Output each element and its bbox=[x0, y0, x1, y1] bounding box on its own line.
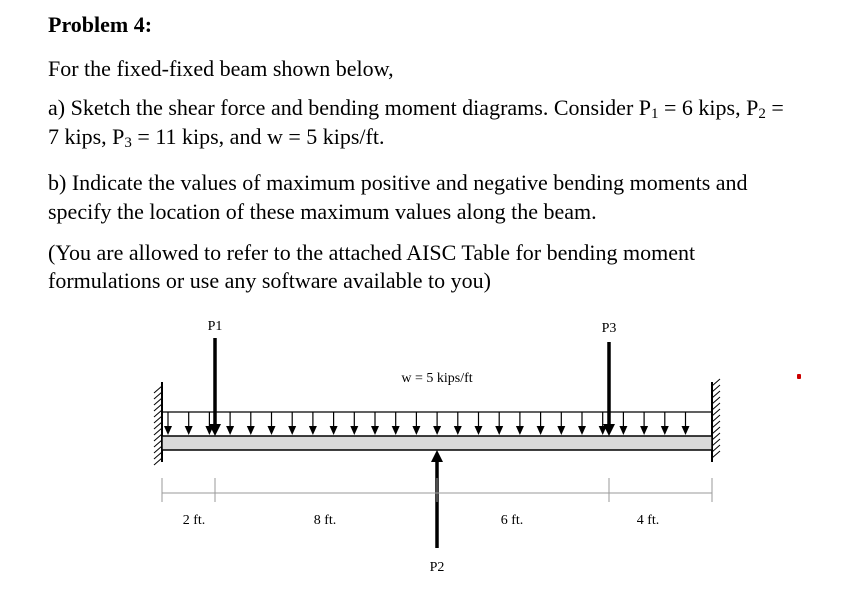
hatch-line bbox=[154, 416, 162, 423]
hatch-line bbox=[712, 439, 720, 446]
p3-label: P3 bbox=[601, 321, 617, 336]
hatch-line bbox=[154, 386, 162, 393]
problem-intro: For the fixed-fixed beam shown below, bbox=[48, 56, 394, 81]
hatch-line bbox=[712, 433, 720, 440]
load-arrow bbox=[578, 412, 586, 435]
right-fixed-support bbox=[712, 379, 720, 462]
hatch-line bbox=[154, 446, 162, 453]
p2-line2-text: 7 kips, P bbox=[48, 124, 125, 149]
dimension-label-4: 4 ft. bbox=[636, 513, 660, 528]
load-arrow bbox=[164, 412, 172, 435]
load-arrow bbox=[516, 412, 524, 435]
load-arrow bbox=[412, 412, 420, 435]
hatch-line bbox=[712, 409, 720, 416]
load-arrow bbox=[682, 412, 690, 435]
load-arrow bbox=[371, 412, 379, 435]
dimension-label-2: 8 ft. bbox=[313, 513, 337, 528]
hatch-line bbox=[154, 434, 162, 441]
dimension-line bbox=[162, 478, 712, 502]
hatch-line bbox=[712, 427, 720, 434]
p3-subscript: 3 bbox=[124, 135, 132, 151]
load-arrow bbox=[557, 412, 565, 435]
hatch-line bbox=[154, 428, 162, 435]
load-arrow bbox=[309, 412, 317, 435]
load-arrow bbox=[495, 412, 503, 435]
hatch-line bbox=[154, 452, 162, 459]
load-arrow bbox=[537, 412, 545, 435]
hatch-line bbox=[712, 445, 720, 452]
beam-diagram bbox=[0, 300, 841, 593]
p1-label: P1 bbox=[207, 319, 223, 334]
load-arrow bbox=[619, 412, 627, 435]
load-arrow bbox=[640, 412, 648, 435]
p1-value-text: = 6 kips, P bbox=[658, 95, 759, 120]
part-a-line-2 bbox=[48, 122, 384, 151]
load-arrow bbox=[247, 412, 255, 435]
load-arrow bbox=[288, 412, 296, 435]
hatch-line bbox=[154, 392, 162, 399]
p2-label: P2 bbox=[429, 560, 445, 575]
hatch-line bbox=[712, 379, 720, 386]
left-fixed-support bbox=[154, 382, 162, 465]
dimension-label-3: 6 ft. bbox=[500, 513, 524, 528]
part-a-line-1 bbox=[48, 93, 784, 122]
hatch-line bbox=[154, 404, 162, 411]
load-arrow bbox=[226, 412, 234, 435]
hatch-line bbox=[154, 440, 162, 447]
p1-subscript: 1 bbox=[651, 106, 659, 122]
distributed-load bbox=[162, 412, 712, 435]
point-load-p3 bbox=[603, 342, 615, 436]
part-b-line-2: specify the location of these maximum values along the beam. bbox=[48, 199, 597, 224]
hatch-line bbox=[712, 385, 720, 392]
problem-title: Problem 4: bbox=[48, 12, 153, 37]
part-c-line-1: (You are allowed to refer to the attached AISC Table for bending moment bbox=[48, 240, 696, 265]
beam bbox=[162, 436, 712, 450]
p2-value-text: = bbox=[765, 95, 784, 120]
p2-subscript: 2 bbox=[758, 106, 766, 122]
hatch-line bbox=[154, 398, 162, 405]
load-arrow bbox=[475, 412, 483, 435]
load-arrow bbox=[454, 412, 462, 435]
part-b-line-1: b) Indicate the values of maximum positive and negative bending moments and bbox=[48, 170, 748, 195]
hatch-line bbox=[154, 410, 162, 417]
hatch-line bbox=[712, 415, 720, 422]
load-arrow bbox=[205, 412, 213, 435]
red-mark bbox=[797, 374, 801, 379]
load-arrow bbox=[350, 412, 358, 435]
load-arrow bbox=[392, 412, 400, 435]
load-arrow bbox=[268, 412, 276, 435]
load-arrow bbox=[185, 412, 193, 435]
load-arrow bbox=[599, 412, 607, 435]
hatch-line bbox=[712, 451, 720, 458]
hatch-line bbox=[712, 391, 720, 398]
load-arrow bbox=[433, 412, 441, 435]
load-arrow bbox=[330, 412, 338, 435]
part-a-text: a) Sketch the shear force and bending moment diagrams. Consider P bbox=[48, 95, 652, 120]
distributed-load-label: w = 5 kips/ft bbox=[401, 371, 473, 386]
hatch-line bbox=[154, 458, 162, 465]
hatch-line bbox=[712, 403, 720, 410]
part-c-line-2: formulations or use any software available to you) bbox=[48, 268, 491, 293]
load-arrow bbox=[661, 412, 669, 435]
p3-value-text: = 11 kips, and w = 5 kips/ft. bbox=[131, 124, 385, 149]
hatch-line bbox=[712, 397, 720, 404]
point-load-p1 bbox=[209, 338, 221, 436]
hatch-line bbox=[712, 421, 720, 428]
hatch-line bbox=[154, 422, 162, 429]
dimension-label-1: 2 ft. bbox=[182, 513, 206, 528]
